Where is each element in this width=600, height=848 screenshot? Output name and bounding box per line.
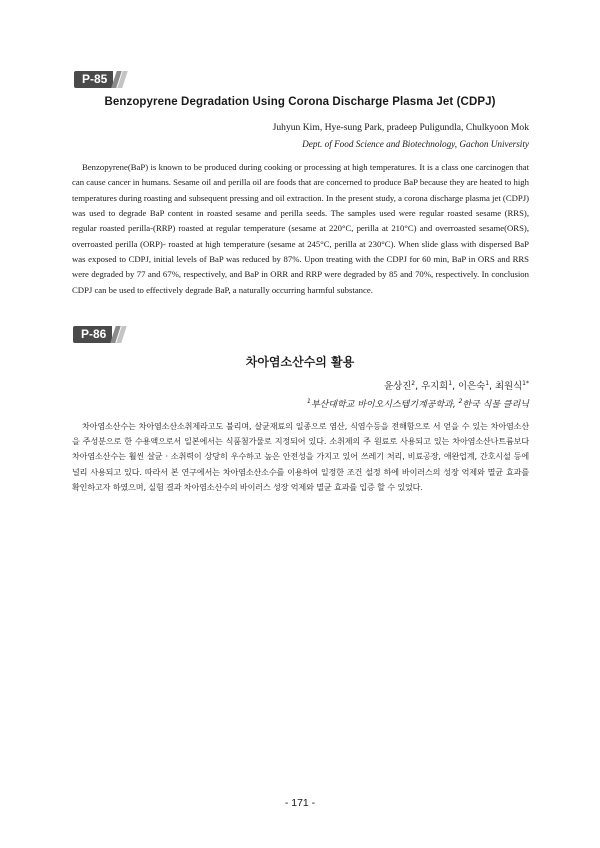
- abstract-body: 차아염소산수는 차아염소산소취제라고도 불리며, 살균재료의 일종으로 염산, 식염수등을 전해함으로 서 얻을 수 있는 차아염소산을 주성분으로 한 수용액으로서 일본에서는 식품첨가물로 지정되어 있다. 소취제의 주 원료로 사용되고 있는 차아염소산나트륨보다 차아염소산수는 훨씬 살균 · 소취력이 상당히 우수하고 높은 안전성을 가지고 있어 쓰레기 처리, 비료공장, 애완업계, 간호시설 등에 널리 사용되고 있다. 따라서 본 연구에서는 차아염소산소수를 이용하여 일정한 조건 설정 하에 바이러스의 성장 억제와 멸균 효과를 확인하고자 하였으며, 실험 결과 차아염소산수의 바이러스 성장 억제와 멸균 효과를 입증 할 수 있었다.: [72, 421, 529, 492]
- author-name: 최원식: [495, 381, 523, 392]
- author-affil-mark: 1*: [522, 379, 529, 387]
- author-name: 우지희: [421, 381, 449, 392]
- author-name: 윤상진: [384, 381, 412, 392]
- abstract-title: 차아염소산수의 활용: [245, 355, 355, 369]
- author-affil-mark: 1: [485, 379, 490, 387]
- badge-stripes: [113, 71, 125, 88]
- author-list: Juhyun Kim, Hye-sung Park, pradeep Puligundla, Chulkyoon Mok: [272, 122, 529, 133]
- entry-badge: [73, 326, 124, 343]
- affil-mark: 2: [458, 398, 463, 405]
- badge-stripes: [112, 326, 124, 343]
- affil-text: 한국 식물 클리닉: [462, 400, 529, 410]
- author-affil-mark: 1: [448, 379, 453, 387]
- page-number: - 171 -: [284, 797, 316, 809]
- entry-badge: [74, 71, 125, 88]
- badge-label: P-85: [74, 71, 113, 88]
- abstract-body: Benzopyrene(BaP) is known to be produced during cooking or processing at high temperatures. It is a class one carcinogen that can cause cancer in humans. Sesame oil and perilla oil are foods that are concerned to produce BaP because they are heated to high temperatures during roasting and subsequent pressing and oil extraction. In the present study, a corona discharge plasma jet (CDPJ) was used to degrade BaP content in roasted sesame and perilla seeds. The samples used were regular roasted sesame (RRS), regular roasted perilla-(RRP) roasted at regular temperature (sesame at 220°C, perilla at 210°C) and overroasted sesame(ORS), overroasted perilla (ORP)- roasted at high temperature (sesame at 245°C, perilla at 230°C). When slide glass with dispersed BaP was exposed to CDPJ, initial levels of BaP was reduced by 87%. Upon treating with the CDPJ for 60 min, BaP in ORS and RRS were degraded by 77 and 67%, respectively, and BaP in ORR and RRP were degraded by 85 and 70%, respectively. In conclusion CDPJ can be used to effectively degrade BaP, a naturally occurring harmful substance.: [72, 162, 529, 295]
- author-list: 윤상진$^2$, 우지희$^1$, 이은숙$^1$, 최원식$^{1*}$: [384, 379, 529, 392]
- abstract-title: Benzopyrene Degradation Using Corona Discharge Plasma Jet (CDPJ): [104, 96, 496, 108]
- affil-mark: 1: [307, 398, 311, 405]
- badge-label: P-86: [73, 326, 112, 343]
- affiliation: Dept. of Food Science and Biotechnology, Gachon University: [302, 139, 529, 149]
- author-affil-mark: 2: [411, 379, 416, 387]
- affil-text: 부산대학교 바이오시스템기계공학과: [310, 400, 453, 410]
- affiliation: $^1$부산대학교 바이오시스템기계공학과, $^2$한국 식물 클리닉: [307, 398, 529, 410]
- author-name: 이은숙: [458, 381, 486, 392]
